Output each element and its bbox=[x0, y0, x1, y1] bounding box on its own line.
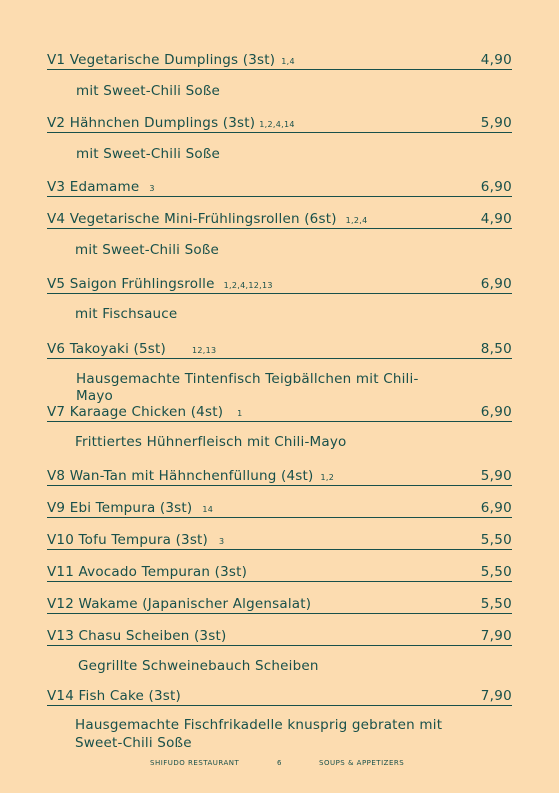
menu-item bbox=[47, 210, 512, 229]
item-name: V12 Wakame (Japanischer Algensalat) bbox=[47, 596, 312, 612]
item-price: 6,90 bbox=[480, 404, 512, 420]
item-price: 4,90 bbox=[480, 52, 512, 68]
item-price: 5,90 bbox=[480, 468, 512, 484]
menu-item bbox=[47, 563, 512, 582]
allergen-codes: 3 bbox=[219, 537, 225, 546]
item-name: V7 Karaage Chicken (4st) bbox=[47, 404, 224, 420]
item-price: 5,50 bbox=[480, 564, 512, 580]
allergen-codes: 1,2 bbox=[320, 473, 335, 482]
item-description-cont: Mayo bbox=[76, 388, 113, 404]
item-description: mit Fischsauce bbox=[75, 306, 178, 322]
item-name: V3 Edamame bbox=[47, 179, 140, 195]
item-description: Gegrillte Schweinebauch Scheiben bbox=[78, 658, 319, 674]
item-name: V8 Wan-Tan mit Hähnchenfüllung (4st) bbox=[47, 468, 314, 484]
item-description: mit Sweet-Chili Soße bbox=[76, 146, 221, 162]
item-name: V10 Tofu Tempura (3st) bbox=[47, 532, 209, 548]
item-price: 5,50 bbox=[480, 596, 512, 612]
menu-item bbox=[47, 51, 512, 70]
item-name: V14 Fish Cake (3st) bbox=[47, 688, 182, 704]
menu-item bbox=[47, 499, 512, 518]
page-number: 6 bbox=[277, 759, 282, 767]
menu-item bbox=[47, 178, 512, 197]
menu-item bbox=[47, 531, 512, 550]
item-price: 4,90 bbox=[480, 211, 512, 227]
allergen-codes: 1,2,4,14 bbox=[259, 120, 295, 129]
item-description: Frittiertes Hühnerfleisch mit Chili-Mayo bbox=[75, 434, 347, 450]
item-description-cont: Sweet-Chili Soße bbox=[75, 735, 192, 751]
item-name: V2 Hähnchen Dumplings (3st) bbox=[47, 115, 256, 131]
menu-item bbox=[47, 275, 512, 294]
item-name: V6 Takoyaki (5st) bbox=[47, 341, 166, 357]
item-description: Hausgemachte Tintenfisch Teigbällchen mit Chili- bbox=[76, 371, 419, 387]
item-price: 8,50 bbox=[480, 341, 512, 357]
menu-item bbox=[47, 403, 512, 422]
allergen-codes: 1 bbox=[237, 409, 243, 418]
item-price: 6,90 bbox=[480, 179, 512, 195]
item-name: V4 Vegetarische Mini-Frühlingsrollen (6st) bbox=[47, 211, 337, 227]
allergen-codes: 3 bbox=[149, 184, 155, 193]
item-name: V1 Vegetarische Dumplings (3st) bbox=[47, 52, 276, 68]
item-price: 7,90 bbox=[480, 628, 512, 644]
menu-item bbox=[47, 340, 512, 359]
footer-section-name: SOUPS & APPETIZERS bbox=[319, 759, 405, 767]
allergen-codes: 1,2,4 bbox=[345, 216, 368, 225]
menu-item bbox=[47, 595, 512, 614]
menu-item bbox=[47, 627, 512, 646]
item-description: mit Sweet-Chili Soße bbox=[75, 242, 220, 258]
item-price: 6,90 bbox=[480, 500, 512, 516]
allergen-codes: 1,4 bbox=[281, 57, 295, 66]
item-name: V13 Chasu Scheiben (3st) bbox=[47, 628, 227, 644]
item-price: 7,90 bbox=[480, 688, 512, 704]
item-name: V5 Saigon Frühlingsrolle bbox=[47, 276, 215, 292]
item-price: 5,90 bbox=[480, 115, 512, 131]
menu-item bbox=[47, 114, 512, 133]
item-description: mit Sweet-Chili Soße bbox=[76, 83, 221, 99]
allergen-codes: 14 bbox=[202, 505, 214, 514]
item-name: V11 Avocado Tempuran (3st) bbox=[47, 564, 248, 580]
allergen-codes: 1,2,4,12,13 bbox=[223, 281, 273, 290]
item-price: 5,50 bbox=[480, 532, 512, 548]
item-name: V9 Ebi Tempura (3st) bbox=[47, 500, 193, 516]
item-price: 6,90 bbox=[480, 276, 512, 292]
allergen-codes: 12,13 bbox=[191, 346, 217, 355]
menu-item bbox=[47, 467, 512, 486]
menu-item bbox=[47, 687, 512, 706]
item-description: Hausgemachte Fischfrikadelle knusprig gebraten mit bbox=[75, 717, 443, 733]
footer-restaurant-name: SHIFUDO RESTAURANT bbox=[150, 759, 240, 767]
